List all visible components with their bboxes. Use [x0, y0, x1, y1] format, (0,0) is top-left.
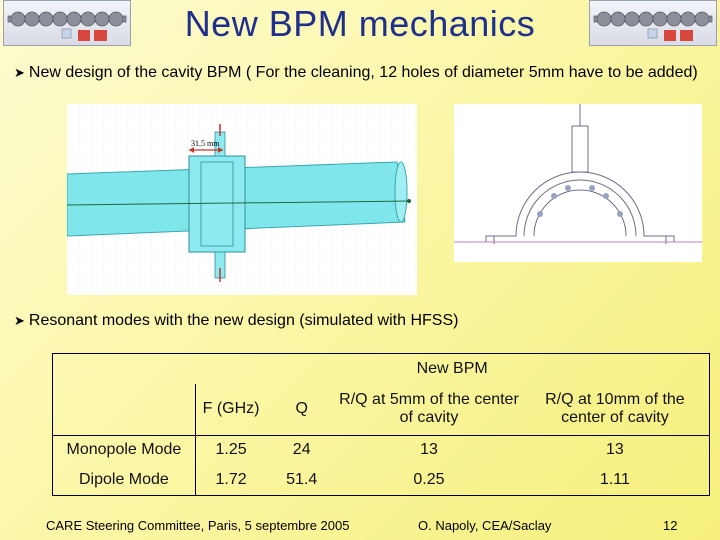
bullet-new-design [14, 63, 704, 84]
col-header-rq-10mm: R/Q at 10mm of the center of cavity [521, 384, 710, 436]
table-row [53, 465, 710, 496]
cell-rq-10mm: 1.11 [521, 465, 710, 496]
cell-rq-10mm: 13 [521, 436, 710, 465]
bullet-resonant-modes-text: Resonant modes with the new design (simulated with HFSS) [28, 312, 459, 329]
footer-event: CARE Steering Committee, Paris, 5 septembre 2005 [46, 518, 350, 533]
bullet-resonant-modes [14, 311, 458, 332]
resonant-modes-table [52, 353, 710, 496]
col-header-q: Q [266, 384, 337, 436]
cell-q: 24 [292, 441, 311, 459]
cell-f: 1.72 [195, 465, 266, 496]
bullet-new-design-text: New design of the cavity BPM ( For the cleaning, 12 holes of diameter 5mm have to be added) [28, 64, 698, 81]
group-header-new-bpm: New BPM [195, 354, 709, 384]
col-header-rq-5mm: R/Q at 5mm of the center of cavity [337, 384, 521, 436]
empty-corner-cell [53, 354, 196, 436]
row-label-monopole: Monopole Mode [53, 436, 196, 465]
cell-q: 51.4 [266, 465, 337, 496]
cell-f: 1.25 [195, 436, 266, 465]
bpm-side-view-icon [67, 104, 417, 295]
arrowhead-bullet-icon: ➤ [14, 66, 25, 81]
footer-author: O. Napoly, CEA/Saclay [418, 518, 552, 533]
table-row [53, 436, 710, 465]
col-header-f: F (GHz) [195, 384, 266, 436]
arrowhead-bullet-icon: ➤ [14, 314, 25, 329]
bpm-cross-section-icon [454, 104, 702, 262]
cell-rq-5mm: 13 [420, 441, 438, 459]
slide-title: New BPM mechanics [184, 3, 536, 44]
bpm-cross-section-drawing [454, 104, 702, 262]
dimension-label: 31.5 mm [191, 139, 220, 148]
bpm-side-view-drawing [67, 104, 417, 295]
page-number: 12 [663, 518, 678, 533]
row-label-dipole: Dipole Mode [53, 465, 196, 496]
cell-rq-5mm: 0.25 [337, 465, 521, 496]
